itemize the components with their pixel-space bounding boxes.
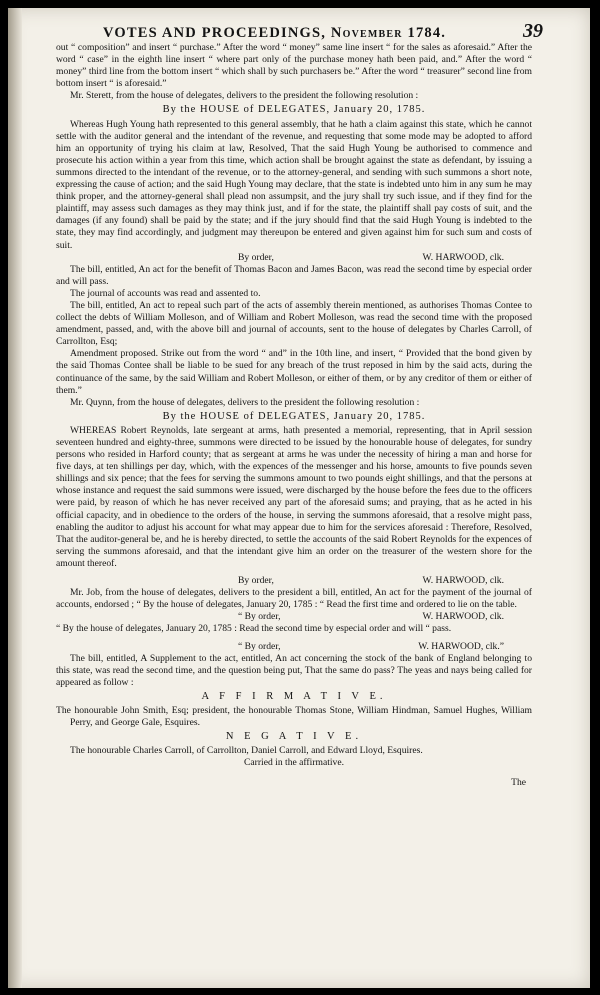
signature-clerk: W. HARWOOD, clk. (422, 575, 504, 587)
signature-clerk: W. HARWOOD, clk. (422, 611, 504, 623)
paragraph: “ By the house of delegates, January 20, 1785 : Read the second time by especial order and will “ pass. (56, 623, 452, 635)
binding-gutter (8, 8, 22, 988)
result-line: Carried in the affirmative. (244, 757, 344, 769)
signature-clerk: W. HARWOOD, clk.” (418, 640, 504, 652)
signature-clerk: W. HARWOOD, clk. (422, 251, 504, 263)
paragraph: Mr. Sterett, from the house of delegates, delivers to the president the following resolution : (70, 90, 419, 102)
signature-block (56, 611, 532, 623)
signature-by-order: By order, (238, 575, 274, 587)
page-body (56, 42, 532, 790)
paragraph: Amendment proposed. Strike out from the word “ and” in the 10th line, and insert, “ Provided that the bond given by the said Thomas Contee shall be liable to be sued for any breach of the trust reposed in him by the said acts, during the continuance of the same, by the said William and Robert Molleson, or either of them, or by any creditor of them or either of them.” (56, 348, 532, 396)
paragraph: The honourable Charles Carroll, of Carrollton, Daniel Carroll, and Edward Lloyd, Esquires. (70, 745, 423, 757)
catchword: The (511, 777, 526, 789)
signature-by-order: By order, (238, 251, 274, 263)
page-header (103, 20, 543, 43)
negative-heading: N E G A T I V E. (225, 731, 363, 743)
paragraph: The bill, entitled, A Supplement to the act, entitled, An act concerning the stock of the bank of England belonging to this state, was read the second time, and the question being put, That the same do pass? The yeas and nays being called for appeared as follow : (56, 652, 532, 688)
paragraph: Whereas Hugh Young hath represented to this general assembly, that he hath a claim against this state, which he cannot settle with the auditor general and the intendant of the revenue, and requesting that some mode may be adopted to afford him an opportunity of trying his claim at law, Resolved, That the said Hugh Young be authorised to commence and prosecute his action within a year from this time, which action shall be brought against the state as defendant, by issuing a summons directed to the intendant of the revenue, or to the attorney-general, and sending with such summons a short note, expressing the cause of action; and the said Hugh Young may declare, that the state is indebted unto him in any sum he may think proper, and the attorney-general shall plead non assumpsit, and the jury shall try such issue, and if they find for the plaintiff, may assess such damages as they may think just, and if for the state, the plaintiff shall pay costs of suit, and the damages (if any found) shall be paid by the state; and if the jury should find that the said Hugh Young is indebted to the state, they may find accordingly, and judgment may thereupon be entered and given against him for such sum and costs of suit. (56, 118, 532, 251)
signature-by-order: “ By order, (238, 611, 281, 623)
affirmative-heading: A F F I R M A T I V E. (201, 690, 387, 702)
paragraph: The bill, entitled, An act to repeal such part of the acts of assembly therein mentioned, as authorises Thomas Contee to collect the debts of William Molleson, and of William and Robert Molleson, was read the second time with the proposed amendment, passed, and, with the above bill and journal of accounts, sent to the house of delegates by Charles Carroll, of Carrollton, Esq; (56, 299, 532, 348)
signature-block (56, 641, 532, 653)
running-head: VOTES AND PROCEEDINGS, November 1784. (103, 25, 447, 41)
signature-block (56, 252, 532, 264)
page-number: 39 (523, 20, 543, 42)
paragraph: The honourable John Smith, Esq; president, the honourable Thomas Stone, William Hindman, Samuel Hughes, William Perry, and George Gale, Esquires. (56, 704, 532, 729)
paragraph: Mr. Job, from the house of delegates, delivers to the president a bill, entitled, An act for the payment of the journal of accounts, endorsed ; “ By the house of delegates, January 20, 1785 : “ Read the first time and ordered to lie on the table. (56, 587, 532, 611)
paragraph: out “ composition” and insert “ purchase.” After the word “ money” same line insert “ for the sales as aforesaid.” After the word “ case” in the eighth line insert “ where part only of the purchase money hath been paid, and.” After the word “ money” third line from the bottom insert “ which shall by such purchasers be.” After the word “ treasurer” second line from bottom insert “ is aforesaid.” (56, 42, 532, 90)
paragraph: The journal of accounts was read and assented to. (70, 287, 261, 299)
paragraph: The bill, entitled, An act for the benefit of Thomas Bacon and James Bacon, was read the second time by especial order and will pass. (56, 263, 532, 287)
document-page (8, 8, 590, 988)
signature-by-order: “ By order, (238, 640, 281, 652)
section-title: By the HOUSE of DELEGATES, January 20, 1785. (162, 104, 426, 116)
paragraph: Mr. Quynn, from the house of delegates, delivers to the president the following resolution : (70, 396, 420, 408)
signature-block (56, 575, 532, 587)
paragraph: WHEREAS Robert Reynolds, late sergeant at arms, hath presented a memorial, representing, that in April session seventeen hundred and eighty-three, summons were directed to be issued by the honourable house of delegates, for sundry persons who resided in Harford county; that as sergeant at arms he was under the necessity of hiring a man and horse for five days, at ten shillings per day, which, with the expences of the messenger and his horse, amounts to five pounds seven shillings and six pence; that the fees for serving the summons amount to two pounds eight shillings, and that the persons at whose instance and request the said summons were issued, were discharged by the house before the fees due to the officers were paid, by reason of which he has never received any part of the aforesaid sums; and praying, that as he acted in his official capacity, and in obedience to the orders of the house, in serving the summons aforesaid, that a resolve might pass, enabling the auditor to adjust his account for what may appear due to him for the services aforesaid : Therefore, Resolved, That the auditor-general be, and he is hereby directed, to settle the accounts of the said Robert Reynolds for the expences of serving the summons aforesaid, and that the intendant give him an order on the treasurer of the western shore for the amount thereof. (56, 424, 532, 569)
section-title: By the HOUSE of DELEGATES, January 20, 1785. (162, 410, 426, 422)
